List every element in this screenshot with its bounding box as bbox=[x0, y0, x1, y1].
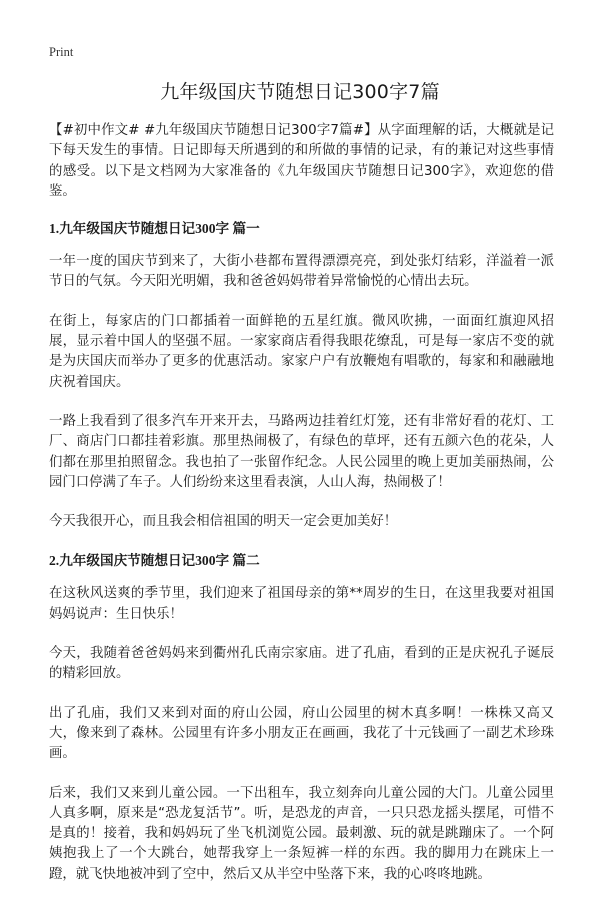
body-paragraph: 今天，我随着爸爸妈妈来到衢州孔氏南宗家庙。进了孔庙，看到的正是庆祝孔子诞辰的精彩回放。 bbox=[49, 646, 554, 682]
body-paragraph: 一年一度的国庆节到来了，大街小巷都布置得漂漂亮亮，到处张灯结彩，洋溢着一派节日的气氛。今天阳光明媚，我和爸爸妈妈带着异常愉悦的心情出去玩。 bbox=[49, 254, 554, 290]
body-paragraph: 在街上，每家店的门口都插着一面鲜艳的五星红旗。微风吹拂，一面面红旗迎风招展，显示着中国人的坚强不屈。一家家商店看得我眼花缭乱，可是每一家店不变的就是为庆国庆而举办了更多的优惠活动。家家户户有放鞭炮有唱歌的，每家和和融融地庆祝着国庆。 bbox=[49, 313, 554, 390]
section-heading: 1.九年级国庆节随想日记300字 篇一 bbox=[49, 221, 260, 237]
print-link[interactable]: Print bbox=[49, 45, 74, 59]
section-heading: 2.九年级国庆节随想日记300字 篇二 bbox=[49, 553, 260, 569]
document-title: 九年级国庆节随想日记300字7篇 bbox=[160, 81, 440, 103]
document-body bbox=[49, 121, 554, 900]
intro-paragraph: 【#初中作文# #九年级国庆节随想日记300字7篇#】从字面理解的话，大概就是记下每天发生的事情。日记即每天所遇到的和所做的事情的记录，有的兼记对这些事情的感受。以下是文档网为大家准备的《九年级国庆节随想日记300字》，欢迎您的借鉴。 bbox=[49, 123, 554, 199]
body-paragraph: 出了孔庙，我们又来到对面的府山公园，府山公园里的树木真多啊！一株株又高又大，像来到了森林。公园里有许多小朋友正在画画，我花了十元钱画了一副艺术珍珠画。 bbox=[49, 705, 554, 762]
body-paragraph: 今天我很开心，而且我会相信祖国的明天一定会更加美好！ bbox=[49, 514, 398, 530]
section-1 bbox=[49, 219, 554, 532]
body-paragraph: 后来，我们又来到儿童公园。一下出租车，我立刻奔向儿童公园的大门。儿童公园里人真多啊，原来是“恐龙复活节”。听，是恐龙的声音，一只只恐龙摇头摆尾，可惜不是真的！接着，我和妈妈玩了坐飞机浏览公园。最刺激、玩的就是跳蹦床了。一个阿姨抱我上了一个大跳台，她帮我穿上一条短裤一样的东西。我的脚用力在跳床上一蹬，就飞快地被冲到了空中，然后又从半空中坠落下来，我的心咚咚地跳。 bbox=[49, 785, 554, 882]
body-paragraph: 一路上我看到了很多汽车开来开去，马路两边挂着红灯笼，还有非常好看的花灯、工厂、商店门口都挂着彩旗。那里热闹极了，有绿色的草坪，还有五颜六色的花朵，人们都在那里拍照留念。我也拍了一张留作纪念。人民公园里的晚上更加美丽热闹，公园门口停满了车子。人们纷纷来这里看表演，人山人海，热闹极了！ bbox=[49, 413, 554, 490]
section-2 bbox=[49, 551, 554, 885]
body-paragraph: 在这秋风送爽的季节里，我们迎来了祖国母亲的第**周岁的生日，在这里我要对祖国妈妈说声：生日快乐！ bbox=[49, 586, 554, 622]
